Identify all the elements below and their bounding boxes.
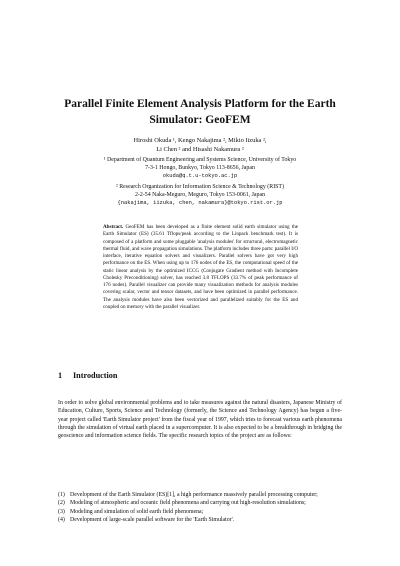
abstract-text: GeoFEM has been developed as a finite element solid earth simulator using the Earth Simulator (ES) (35.61 Tflops/peak according to the Linpack benchmark test). It is composed of a platform and some pluggable 'analysis modules' for structural, electromagnetic thermal fluid, and wave propagation simulations. The platform includes three parts: parallel I/O interface, iterative equation solvers and visualizers. Parallel solvers have got very high performance on the ES. When using up to 176 nodes of the ES, the computational speed of the static linear analysis by the optimized ICCG (Conjugate Gradient method with Incomplete Cholesky Preconditioning) solver, has reached 3.8 TFLOPS (33.7% of peak performance of 176 nodes). Parallel visualizer can provide many visualization methods for analysis modules covering scalar, vector and tensor datasets, and have been optimized in parallel performance. The analysis modules have also been vectorized and parallelized suitably for the ES and coupled on memory with the parallel visualizer. bbox=[103, 224, 298, 310]
section-number: 1 bbox=[58, 371, 63, 380]
list-item bbox=[58, 508, 342, 516]
list-marker: (4) bbox=[58, 517, 65, 524]
research-topics-list bbox=[58, 491, 342, 524]
abstract-label: Abstract. bbox=[103, 224, 124, 230]
affiliation-1 bbox=[50, 157, 350, 181]
affiliation-2-email: {nakajima, iizuka, chen, nakamura}@tokyo.rist.or.jp bbox=[117, 199, 283, 206]
list-marker: (2) bbox=[58, 500, 65, 507]
list-item-text: Modeling of atmospheric and oceanic field phenomena and carrying out high-resolution simulations; bbox=[70, 500, 306, 507]
affiliation-1-email: okuda@q.t.u-tokyo.ac.jp bbox=[162, 172, 238, 179]
list-item-text: Development of large-scale parallel software for the 'Earth Simulator'. bbox=[70, 517, 235, 524]
authors-line-1: Hiroshi Okuda ¹, Kengo Nakajima ², Mikio Iizuka ², bbox=[133, 137, 267, 144]
list-item-text: Development of the Earth Simulator (ES)[1], a high performance massively parallel processing computer; bbox=[70, 492, 318, 498]
affiliation-2 bbox=[50, 184, 350, 208]
list-marker: (1) bbox=[58, 492, 65, 498]
affiliation-1-dept: ¹ Department of Quantum Engineering and Systems Science, University of Tokyo bbox=[103, 157, 297, 163]
list-item-text: Modeling and simulation of solid earth field phenomena; bbox=[70, 508, 204, 515]
affiliations bbox=[50, 157, 350, 207]
intro-paragraph: In order to solve global environmental problems and to take measures against the natural disasters, Japanese Ministry of Education, Culture, Sports, Science and Technology (formerly, the Science and Technology Agency) has begun a five-year project called 'Earth Simulator project' from the fiscal year of 1997, which tries to forecast various earth phenomena through the simulation of virtual earth placed in a supercomputer. It is also expected to be a breakthrough in bridging the geoscience and information science fields. The specific research topics of the project are as follows: bbox=[58, 400, 342, 440]
authors-line-2: Li Chen ² and Hisashi Nakamura ² bbox=[156, 145, 244, 153]
abstract bbox=[103, 224, 298, 311]
list-item bbox=[58, 491, 342, 499]
paper-title bbox=[60, 96, 340, 128]
list-marker: (3) bbox=[58, 508, 65, 515]
affiliation-2-org: ² Research Organization for Information Science & Technology (RIST) bbox=[116, 183, 284, 190]
affiliation-2-address: 2-2-54 Naka-Meguro, Meguro, Tokyo 153-0061, Japan bbox=[134, 191, 266, 198]
author-list bbox=[50, 137, 350, 154]
section-title: Introduction bbox=[73, 371, 118, 380]
list-item bbox=[58, 516, 342, 524]
title-line-2: Simulator: GeoFEM bbox=[149, 114, 251, 126]
list-item bbox=[58, 499, 342, 507]
affiliation-1-address: 7-3-1 Hongo, Bunkyo, Tokyo 113-8656, Japan bbox=[145, 164, 255, 171]
title-line-1: Parallel Finite Element Analysis Platform for the Earth bbox=[64, 98, 336, 110]
section-heading bbox=[58, 371, 117, 381]
